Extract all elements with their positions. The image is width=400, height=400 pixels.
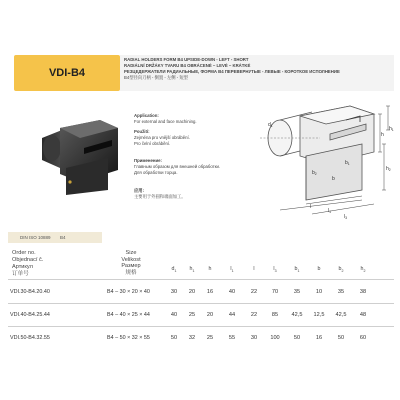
col-h1: $h_1$ xyxy=(189,266,195,274)
cell-h1: 25 xyxy=(188,312,196,318)
technical-drawing xyxy=(250,100,396,220)
col-b: b xyxy=(317,266,321,272)
cell-l: 22 xyxy=(250,312,258,318)
application-text-ru-1: Главным образом для внешней обработки. xyxy=(134,164,221,169)
col-l: l xyxy=(253,266,255,272)
table-row[interactable] xyxy=(0,289,400,299)
dim-h2: $h_2$ xyxy=(386,166,391,172)
col-l1: $l_1$ xyxy=(230,266,234,274)
application-label-cn: 应用: xyxy=(134,188,145,193)
title-cz: RADIÁLNÍ DRŽÁKY TVARU B4 OBRÁCENÉ – LEVÉ – KRÁTKÉ xyxy=(124,63,251,68)
application-label-ru: Применение: xyxy=(134,158,162,163)
table-row[interactable] xyxy=(0,335,400,345)
application-text-cz-2: Pro čelní obrábění. xyxy=(134,141,171,146)
order-header-en: Order no. xyxy=(12,250,36,256)
size-header-cz: Velikost xyxy=(121,256,141,263)
cell-h1: 20 xyxy=(188,289,196,295)
cell-d1: 40 xyxy=(170,312,178,318)
dim-h: h xyxy=(381,132,384,138)
dim-b2: $b_2$ xyxy=(312,170,317,176)
dim-b: b xyxy=(332,176,335,182)
col-l3: $l_3$ xyxy=(273,266,277,274)
title-en: RADIAL HOLDERS FORM B4 UPSIDE-DOWN - LEFT - SHORT xyxy=(124,57,249,62)
cell-l1: 44 xyxy=(228,312,236,318)
standard-value: B4 xyxy=(60,235,66,240)
cell-h2: 48 xyxy=(359,312,367,318)
dim-b1: $b_1$ xyxy=(345,160,350,166)
cell-d1: 30 xyxy=(170,289,178,295)
cell-b2: 50 xyxy=(337,335,345,341)
col-b2: $b_2$ xyxy=(338,266,344,274)
order-header-cz: Objednací č. xyxy=(12,257,44,263)
order-header-ru: Артикул xyxy=(12,264,33,270)
row-size: B4 – 30 × 20 × 40 xyxy=(107,289,150,295)
cell-l3: 70 xyxy=(271,289,279,295)
row-size: B4 – 50 × 32 × 55 xyxy=(107,335,150,341)
cell-b1: 35 xyxy=(293,289,301,295)
cell-l1: 40 xyxy=(228,289,236,295)
column-headers xyxy=(0,266,400,276)
title-ru: РЕЗЦЕДЕРЖАТЕЛИ РАДИАЛЬНЫЕ, ФОРМА B4 ПЕРЕВЕРНУТЫЕ - ЛЕВЫЕ - КОРОТКОЕ ИСПОЛНЕНИЕ xyxy=(124,69,340,74)
header-divider xyxy=(8,279,394,280)
cell-b2: 35 xyxy=(337,289,345,295)
application-label-cz: Použití: xyxy=(134,129,150,134)
table-row[interactable] xyxy=(0,312,400,322)
dim-d1: $d_1$ xyxy=(268,122,273,128)
cell-b: 10 xyxy=(315,289,323,295)
row-order-no: VDI.50-B4.32.55 xyxy=(10,335,50,341)
col-h: h xyxy=(208,266,212,272)
cell-l3: 85 xyxy=(271,312,279,318)
dim-h1: $h_1$ xyxy=(389,126,394,132)
application-text-ru-2: Для обработки торца. xyxy=(134,170,178,175)
size-header-cn: 规格 xyxy=(125,269,137,276)
cell-h1: 32 xyxy=(188,335,196,341)
row-size: B4 – 40 × 25 × 44 xyxy=(107,312,150,318)
standard-label: DIN ISO 10889 xyxy=(20,235,51,240)
application-text-en: For external and face machining. xyxy=(134,119,197,124)
application-text-cn: 主要用于外圆和端面加工。 xyxy=(134,194,186,199)
dim-l3: $l_3$ xyxy=(344,214,348,220)
cell-b1: 42,5 xyxy=(291,312,303,318)
cell-b: 12,5 xyxy=(313,312,325,318)
cell-h: 25 xyxy=(206,335,214,341)
product-photo xyxy=(40,120,120,195)
cell-l: 22 xyxy=(250,289,258,295)
row-order-no: VDI.30-B4.20.40 xyxy=(10,289,50,295)
dim-l: l xyxy=(310,204,312,210)
cell-h2: 60 xyxy=(359,335,367,341)
application-text-cz-1: Zejména pro vnější obrábění. xyxy=(134,135,190,140)
application-label-en: Application: xyxy=(134,113,159,118)
size-header-ru: Размер xyxy=(121,263,141,269)
order-header-cn: 订单号 xyxy=(12,271,29,277)
size-header-en: Size xyxy=(125,250,137,256)
cell-h: 20 xyxy=(206,312,214,318)
product-code: VDI-B4 xyxy=(48,67,86,79)
row-divider xyxy=(8,326,394,327)
title-cn: B4型径向刀柄 - 倒置 - 左侧 - 短型 xyxy=(124,75,188,80)
cell-b1: 50 xyxy=(293,335,301,341)
col-d1: $d_1$ xyxy=(171,266,177,274)
col-b1: $b_1$ xyxy=(294,266,300,274)
cell-l3: 100 xyxy=(270,335,280,341)
row-divider xyxy=(8,303,394,304)
dim-l1: $l_1$ xyxy=(328,208,332,214)
cell-h2: 38 xyxy=(359,289,367,295)
row-order-no: VDI.40-B4.25.44 xyxy=(10,312,50,318)
col-h2: $h_2$ xyxy=(360,266,366,274)
cell-b: 16 xyxy=(315,335,323,341)
cell-h: 16 xyxy=(206,289,214,295)
cell-l1: 55 xyxy=(228,335,236,341)
cell-l: 30 xyxy=(250,335,258,341)
cell-d1: 50 xyxy=(170,335,178,341)
cell-b2: 42,5 xyxy=(335,312,347,318)
